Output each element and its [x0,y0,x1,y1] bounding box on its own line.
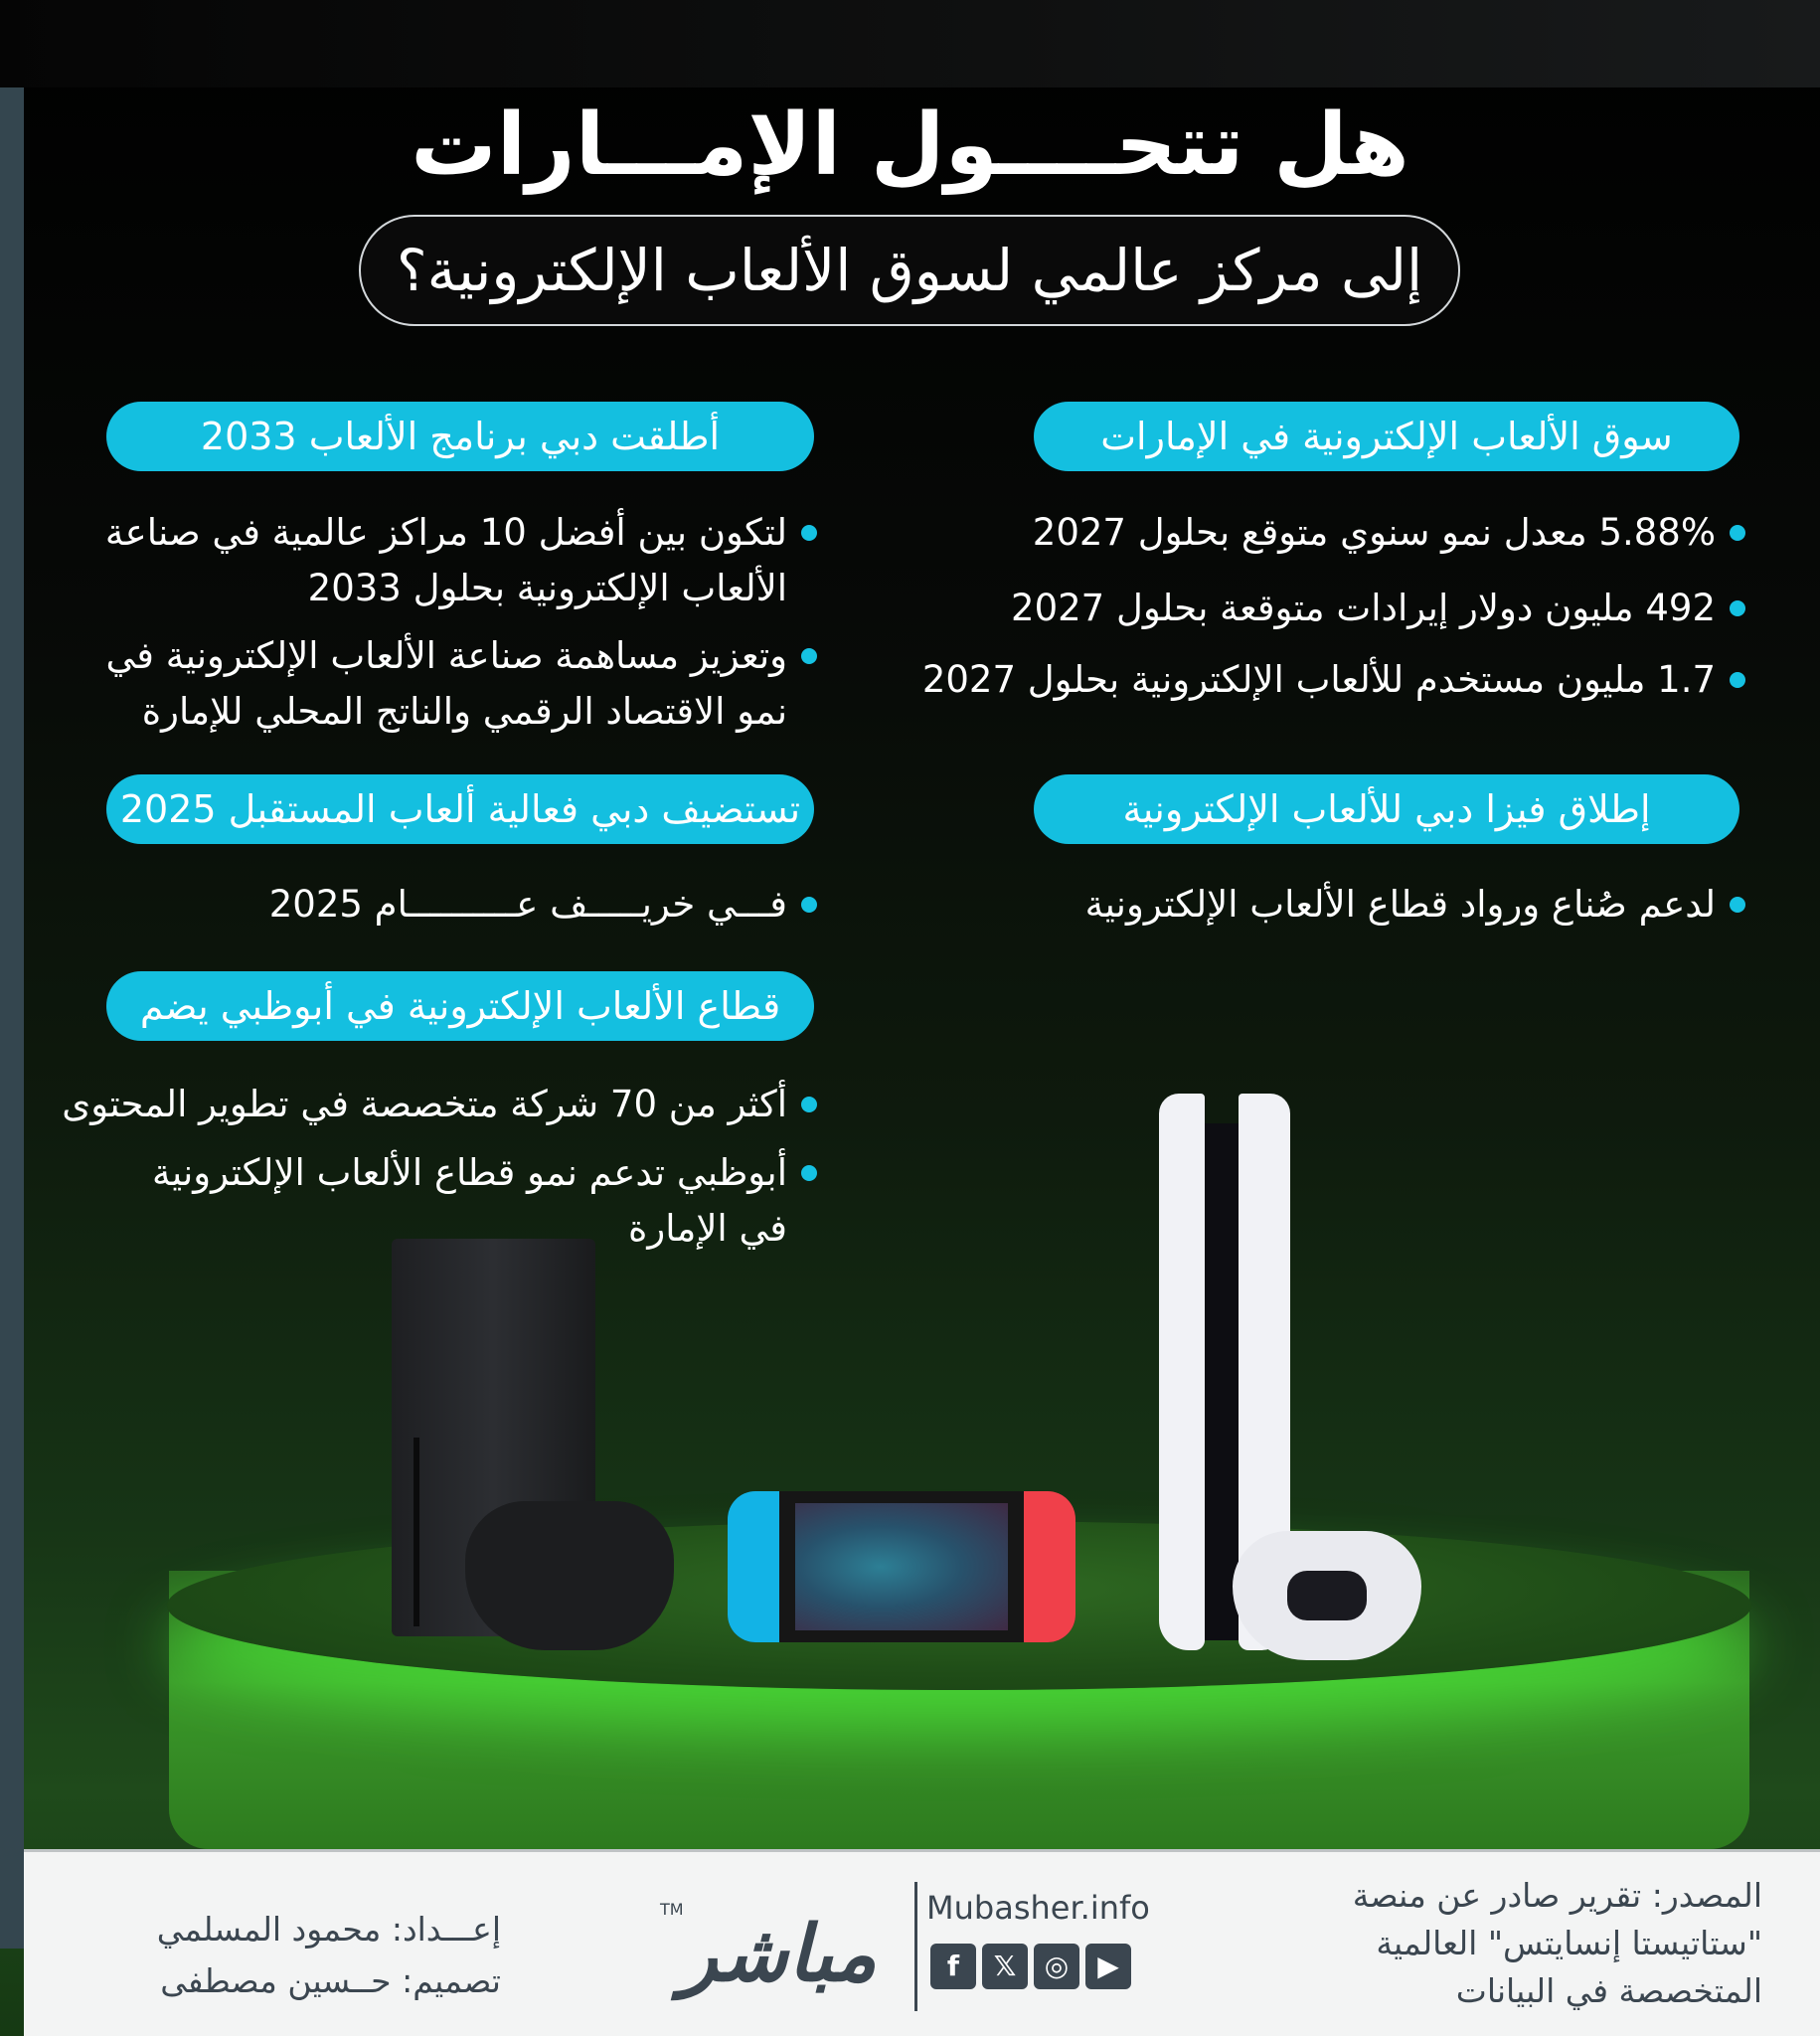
heading-dubai-gaming-visa: إطلاق فيزا دبي للألعاب الإلكترونية [1034,774,1739,844]
switch-right-joycon [1024,1491,1075,1642]
bullet-revenue: 492 مليون دولار إيرادات متوقعة بحلول 2027 [875,581,1749,636]
subtitle: إلى مركز عالمي لسوق الألعاب الإلكترونية؟ [396,237,1423,304]
xbox-controller-image [465,1501,674,1650]
trademark-mark: TM [660,1900,684,1919]
heading-abu-dhabi-sector: قطاع الألعاب الإلكترونية في أبوظبي يضم [106,971,814,1041]
facebook-icon[interactable]: f [930,1944,976,1989]
bullet-dot [1730,525,1745,541]
mubasher-logo: مباشر [680,1910,877,1999]
source-line: "ستاتيستا إنسايتس" العالمية [1376,1924,1762,1962]
footer [24,1849,1820,2036]
bullet-abu-dhabi-support: أبوظبي تدعم نمو قطاع الألعاب الإلكترونية في الإمارة [99,1145,821,1257]
social-links [930,1944,1131,1989]
bullet-visa-support: لدعم صُناع ورواد قطاع الألعاب الإلكترونية [974,877,1749,933]
website-label[interactable]: Mubasher.info [926,1889,1150,1927]
bullet-dot [801,1097,817,1112]
heading-games-of-future-2025: تستضيف دبي فعالية ألعاب المستقبل 2025 [106,774,814,844]
x-icon[interactable]: 𝕏 [982,1944,1028,1989]
credits [83,1904,501,2007]
ps5-controller-image [1233,1531,1421,1660]
bullet-autumn-2025: فـــي خريـــــف عــــــــــام 2025 [179,877,821,933]
xbox-disc-slot [414,1438,419,1626]
designed-by: تصميم: حــسين مصطفى [160,1961,501,2000]
bullet-dot [1730,600,1745,616]
bullet-dot [801,525,817,541]
switch-left-joycon [728,1491,779,1642]
bullet-dot [801,897,817,913]
subtitle-pill [359,215,1460,326]
bullet-top10-centers: لتكون بين أفضل 10 مراكز عالمية في صناعة الألعاب الإلكترونية بحلول 2033 [99,505,821,616]
instagram-icon[interactable]: ◎ [1034,1944,1079,1989]
bullet-dot [801,648,817,664]
bullet-dot [1730,897,1745,913]
source-line: المتخصصة في البيانات [1455,1971,1762,2010]
bullet-dot [1730,672,1745,688]
ps5-console-image [1159,1094,1205,1650]
youtube-icon[interactable]: ▶ [1085,1944,1131,1989]
source-line: المصدر: تقرير صادر عن منصة [1352,1876,1762,1915]
bullet-dot [801,1165,817,1181]
prepared-by: إعـــداد: محمود المسلمي [156,1910,501,1949]
source-note [1265,1872,1762,2015]
main-title: هل تتحــــول الإمـــارات [411,95,1409,195]
switch-screen [795,1503,1008,1630]
bullet-economy-contribution: وتعزيز مساهمة صناعة الألعاب الإلكترونية في نمو الاقتصاد الرقمي والناتج المحلي للإمارة [60,628,821,740]
left-edge-bar [0,87,24,1949]
heading-dubai-program-2033: أطلقت دبي برنامج الألعاب 2033 [106,402,814,471]
heading-uae-market: سوق الألعاب الإلكترونية في الإمارات [1034,402,1739,471]
bullet-70-companies: أكثر من 70 شركة متخصصة في تطوير المحتوى [40,1077,821,1132]
bullet-users: 1.7 مليون مستخدم للألعاب الإلكترونية بحلول 2027 [875,652,1749,708]
footer-divider [914,1882,917,2011]
bullet-growth-rate: 5.88% معدل نمو سنوي متوقع بحلول 2027 [875,505,1749,561]
